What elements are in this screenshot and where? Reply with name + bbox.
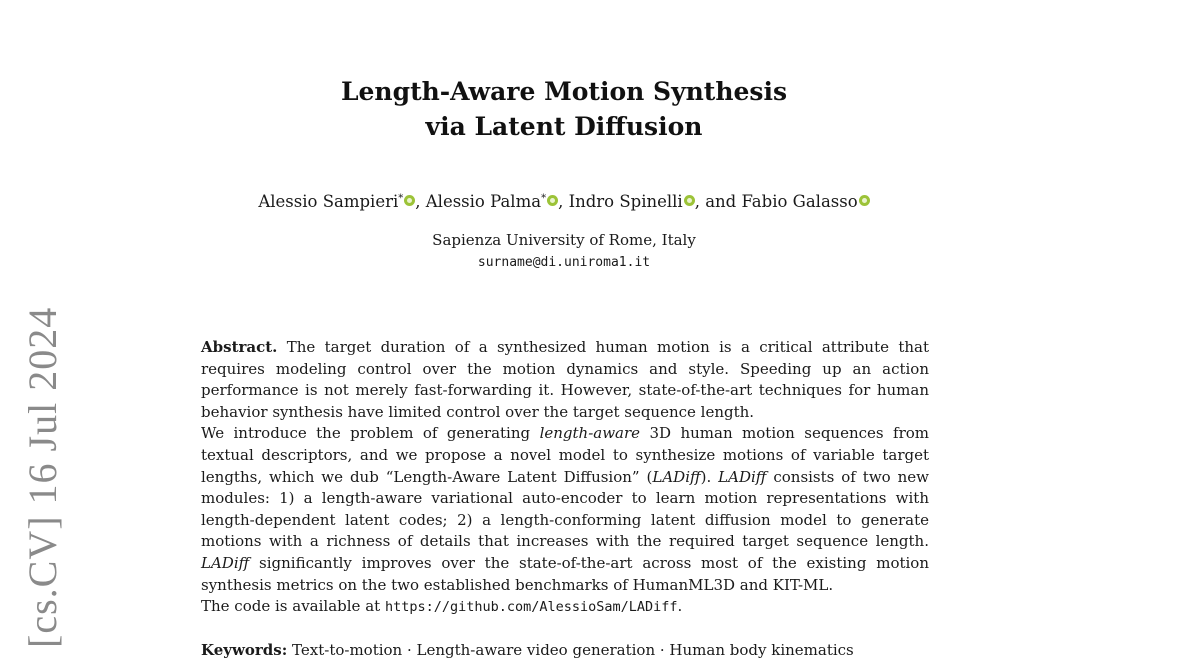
abstract-section [201,337,929,619]
author-separator: , [558,192,569,211]
keywords-line [201,640,929,662]
abstract-paragraph-3 [201,596,929,619]
arxiv-stamp: [cs.CV] 16 Jul 2024 [20,306,65,648]
abstract-text: ). [700,467,719,486]
abstract-paragraph-2 [201,423,929,596]
abstract-text: The target duration of a synthesized human motion is a critical attribute that requires modeling control over the motion dynamics and style. Speeding up an action performance is not merely fast-forwarding it. However, state-of-the-art techniques for human behavior synthesis have limited control over the target sequence length. [201,338,929,421]
title-line-2: via Latent Diffusion [425,112,703,141]
orcid-icon[interactable] [859,195,870,206]
abstract-text: consists of two new modules: 1) a length-aware variational auto-encoder to learn motion representations with length-dependent latent codes; 2) a length-conforming latent diffusion model to generate motions with a richness of details that increases with the required target sequence length. [201,467,929,551]
author-name: Indro Spinelli [568,192,683,211]
author-list [0,188,1128,213]
author-email: surname@di.uniroma1.it [477,255,651,270]
orcid-icon[interactable] [547,195,558,206]
paper-title [0,74,1128,144]
author-name: Fabio Galasso [741,192,858,211]
abstract-text: The code is available at [201,597,385,616]
abstract-text: significantly improves over the state-of-the-art across most of the existing motion synthesis metrics on the two established benchmarks of HumanML3D and KIT-ML. [201,553,929,594]
equal-contribution-mark: * [398,193,404,204]
model-name: LADiff [201,553,250,572]
code-link[interactable]: https://github.com/AlessioSam/LADiff [384,599,678,616]
abstract-label: Abstract. [201,338,278,356]
abstract-paragraph-1 [201,337,929,423]
author-name: Alessio Sampieri [258,192,399,211]
affiliation: Sapienza University of Rome, Italy [432,231,696,249]
model-name: LADiff [718,467,767,486]
emphasis: length-aware [539,424,641,443]
abstract-text: . [677,597,683,616]
model-name: LADiff [652,467,701,486]
keywords-text: Text-to-motion · Length-aware video generation · Human body kinematics [292,641,854,659]
keywords-label: Keywords: [201,641,288,659]
author-separator: , [415,192,426,211]
title-line-1: Length-Aware Motion Synthesis [340,77,788,106]
orcid-icon[interactable] [404,195,415,206]
abstract-text: 3D human motion sequences from textual descriptors, and we propose a novel model to synthesize motions of variable target lengths, which we dub “Length-Aware Latent Diffusion” ( [201,424,929,486]
author-separator: , and [694,192,742,211]
author-name: Alessio Palma [425,192,542,211]
orcid-icon[interactable] [684,195,695,206]
equal-contribution-mark: * [541,193,547,204]
abstract-text: We introduce the problem of generating [201,424,540,443]
